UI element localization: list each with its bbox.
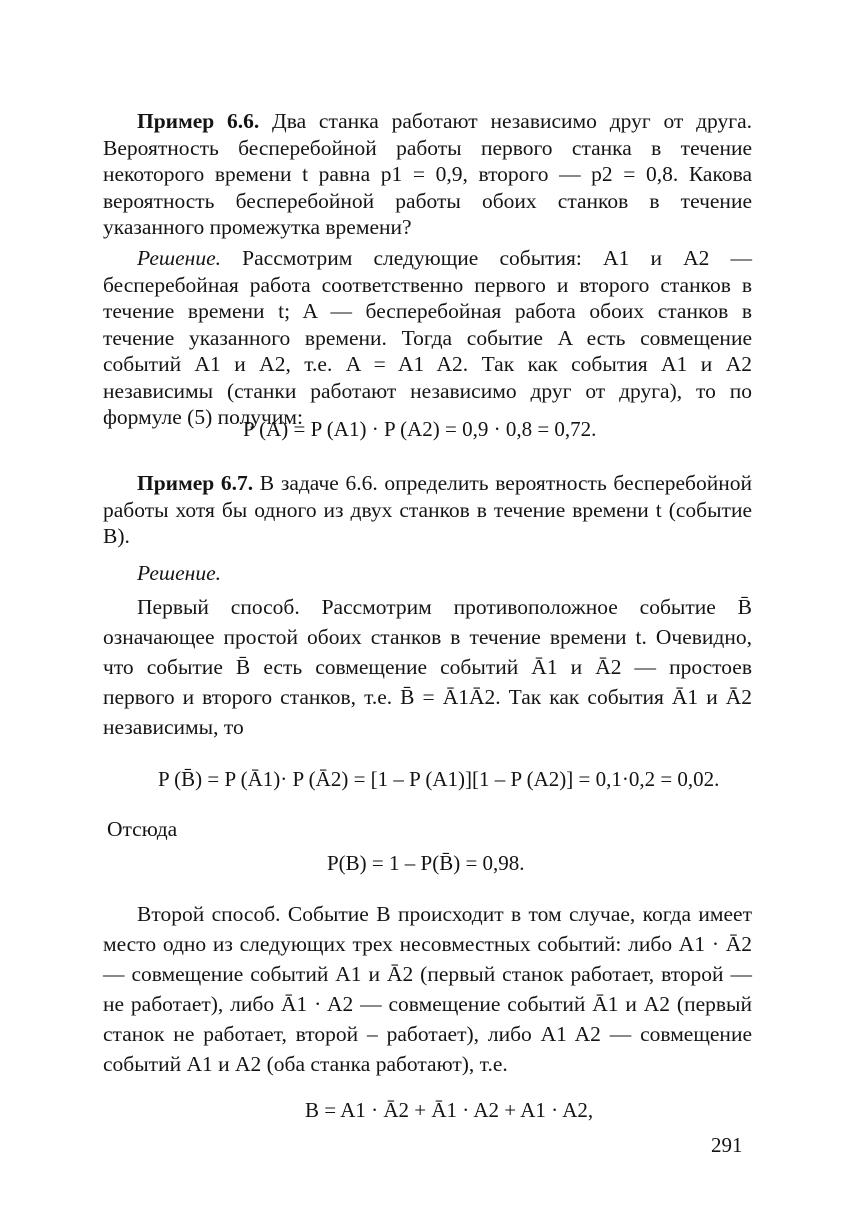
formula-p-b-bar: P (B̄) = P (Ā1)· P (Ā2) = [1 – P (A1)][1 – P (A2)] = 0,1·0,2 = 0,02. bbox=[158, 767, 720, 791]
example-6-6-label: Пример 6.6. bbox=[137, 109, 260, 133]
formula-b-sum: B = A1 · Ā2 + Ā1 · A2 + A1 · A2, bbox=[305, 1098, 594, 1122]
example-6-7-text: В задаче 6.6. определить вероятность бесперебойной работы хотя бы одного из двух станков в течение времени t (событие B). bbox=[103, 471, 752, 548]
solution-6-6 bbox=[103, 245, 752, 431]
hence-label: Отсюда bbox=[107, 817, 178, 841]
first-method: Первый способ. Рассмотрим противоположное событие B̄ означающее простой обоих станков в течение времени t. Очевидно, что событие B̄ есть совмещение событий Ā1 и Ā2 — простоев первого и второго станков, т.е. B̄ = Ā1Ā2. Так как события Ā1 и Ā2 независимы, то bbox=[103, 595, 752, 739]
example-6-6-text: Два станка работают независимо друг от друга. Вероятность бесперебойной работы первого станка в течение некоторого времени t равна p1 = 0,9, второго — p2 = 0,8. Какова вероятность бесперебойной работы обоих станков в течение указанного промежутка времени? bbox=[103, 109, 753, 239]
example-6-7 bbox=[103, 470, 752, 550]
solution-6-6-text: Рассмотрим следующие события: A1 и A2 — бесперебойная работа соответственно первого и второго станков в течение времени t; A — бесперебойная работа обоих станков в течение указанного времени. Тогда событие A есть совмещение событий A1 и A2, т.е. A = A1 A2. Так как события A1 и A2 независимы (станки работают независимо друг от друга), то по формуле (5) получим: bbox=[103, 246, 752, 429]
page-number: 291 bbox=[711, 1133, 743, 1157]
example-6-6 bbox=[103, 108, 752, 241]
solution-6-7-label: Решение. bbox=[137, 561, 222, 585]
second-method: Второй способ. Событие B происходит в том случае, когда имеет место одно из следующих трех несовместных событий: либо A1 · Ā2 — совмещение событий A1 и Ā2 (первый станок работает, второй — не работает), либо Ā1 · A2 — совмещение событий Ā1 и A2 (первый станок не работает, второй – работает), либо A1 A2 — совмещение событий A1 и A2 (оба станка работают), т.е. bbox=[103, 902, 752, 1076]
formula-p-a: P (A) = P (A1) · P (A2) = 0,9 · 0,8 = 0,72. bbox=[243, 417, 597, 441]
solution-6-6-label: Решение. bbox=[137, 246, 222, 270]
formula-p-b: P(B) = 1 – P(B̄) = 0,98. bbox=[327, 851, 525, 875]
example-6-7-label: Пример 6.7. bbox=[137, 471, 254, 495]
